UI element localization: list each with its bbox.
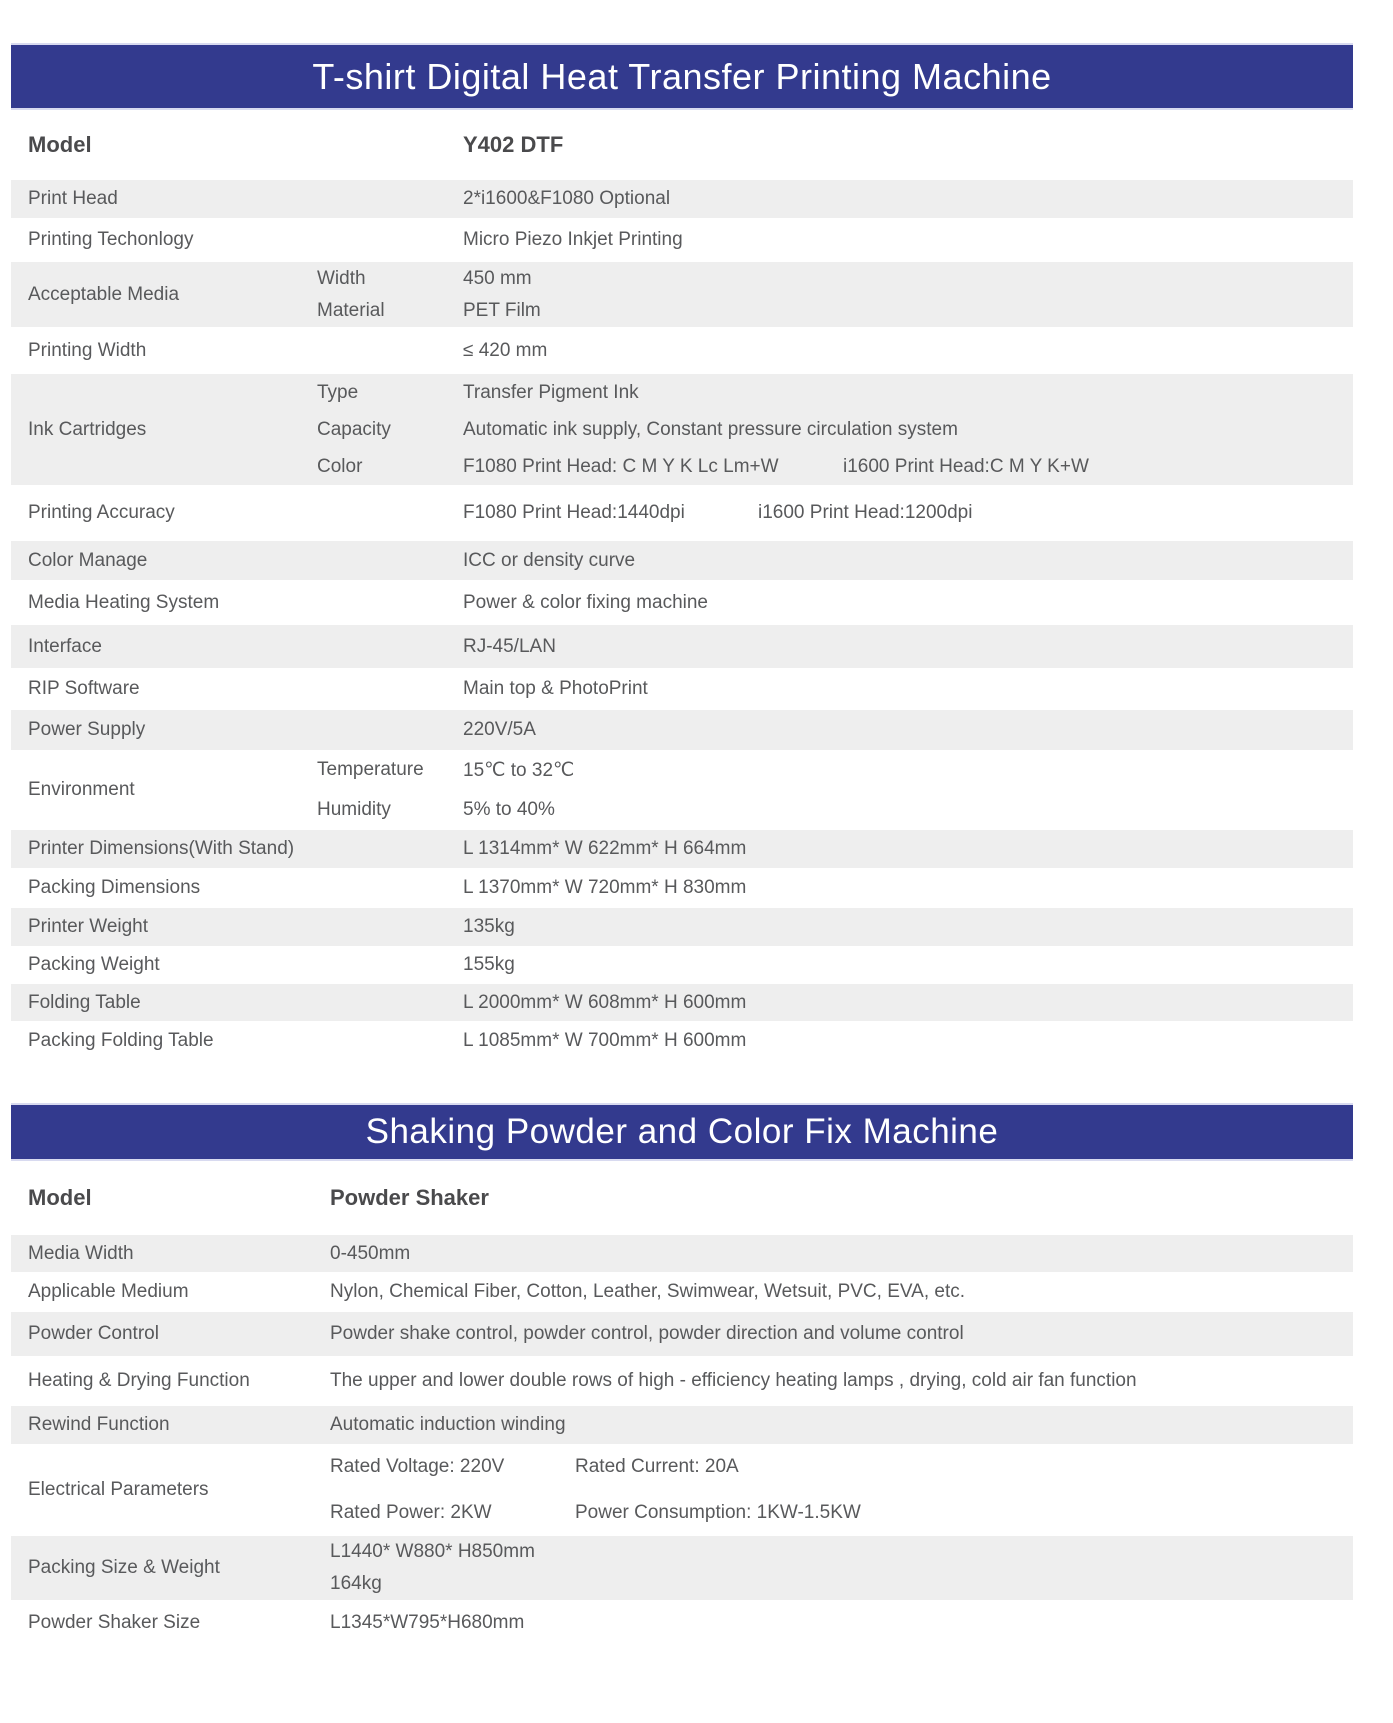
- spec-label: Environment: [28, 779, 135, 800]
- spec-subrow: [317, 295, 1353, 327]
- spec-row-ink-cartridges: [11, 374, 1353, 485]
- spec-value: Rated Voltage: 220V: [330, 1456, 505, 1477]
- spec-label: Ink Cartridges: [28, 418, 147, 440]
- spec-value: L 1085mm* W 700mm* H 600mm: [463, 1029, 747, 1051]
- spec-value: 15℃ to 32℃: [463, 759, 575, 781]
- spec-value: Power Consumption: 1KW-1.5KW: [575, 1502, 861, 1523]
- model-label: Model: [28, 1185, 92, 1210]
- spec-row-media-heating: [11, 580, 1353, 625]
- spec-row-printing-technology: [11, 218, 1353, 262]
- spec-label: Packing Weight: [28, 954, 160, 975]
- spec-row-applicable-medium: [11, 1272, 1353, 1312]
- printer-model-row: [11, 110, 1353, 180]
- model-label: Model: [28, 132, 92, 157]
- spec-value: L1345*W795*H680mm: [330, 1611, 525, 1633]
- spec-value: 164kg: [330, 1573, 382, 1594]
- spec-value: L 1370mm* W 720mm* H 830mm: [463, 877, 747, 898]
- spec-value: Nylon, Chemical Fiber, Cotton, Leather, Swimwear, Wetsuit, PVC, EVA, etc.: [330, 1281, 965, 1302]
- spec-value: F1080 Print Head: C M Y K Lc Lm+W: [463, 455, 779, 477]
- spec-label: Printing Accuracy: [28, 502, 175, 523]
- spec-row-printer-dimensions: [11, 830, 1353, 868]
- spec-value: 155kg: [463, 954, 515, 975]
- shaker-section-title: Shaking Powder and Color Fix Machine: [365, 1112, 999, 1151]
- spec-value: 2*i1600&F1080 Optional: [463, 188, 671, 209]
- spec-value: Automatic induction winding: [330, 1414, 566, 1435]
- spec-row-powder-control: [11, 1312, 1353, 1356]
- spec-value: Powder shake control, powder control, powder direction and volume control: [330, 1323, 964, 1344]
- spec-row-packing-weight: [11, 946, 1353, 984]
- spec-subrow: [317, 262, 1353, 295]
- spec-row-heating-drying: [11, 1356, 1353, 1406]
- spec-label: Color Manage: [28, 549, 148, 571]
- spec-label: Electrical Parameters: [28, 1479, 209, 1500]
- spec-subrow: [317, 374, 1353, 411]
- model-value: Y402 DTF: [463, 132, 564, 157]
- spec-subrow: [317, 411, 1353, 448]
- spec-label: Print Head: [28, 188, 118, 209]
- spec-label: Printer Weight: [28, 916, 149, 937]
- spec-value: The upper and lower double rows of high - efficiency heating lamps , drying, cold air fan function: [330, 1370, 1137, 1391]
- spec-label: Powder Shaker Size: [28, 1611, 201, 1633]
- spec-value: Micro Piezo Inkjet Printing: [463, 229, 683, 250]
- shaker-section-banner: [11, 1103, 1353, 1161]
- spec-value: L 2000mm* W 608mm* H 600mm: [463, 991, 747, 1013]
- spec-value: Power & color fixing machine: [463, 591, 708, 613]
- spec-row-print-head: [11, 180, 1353, 218]
- spec-subkey: Humidity: [317, 799, 391, 820]
- spec-subkey: Capacity: [317, 418, 391, 440]
- model-value: Powder Shaker: [330, 1185, 489, 1210]
- spec-value: 135kg: [463, 916, 515, 937]
- spec-subkey: Material: [317, 300, 385, 321]
- spec-label: Folding Table: [28, 991, 141, 1013]
- spec-row-rip-software: [11, 668, 1353, 710]
- spec-label: Packing Size & Weight: [28, 1557, 220, 1578]
- spec-row-environment: [11, 750, 1353, 830]
- spec-subkey: Temperature: [317, 759, 424, 780]
- spec-value: Transfer Pigment Ink: [463, 381, 639, 403]
- shaker-spec-table: [11, 1161, 1353, 1645]
- spec-row-printing-width: [11, 327, 1353, 374]
- spec-label: Printer Dimensions(With Stand): [28, 838, 295, 859]
- spec-label: Printing Width: [28, 339, 147, 361]
- spec-value: L1440* W880* H850mm: [330, 1541, 535, 1562]
- spec-value: PET Film: [463, 300, 541, 321]
- spec-row-printer-weight: [11, 908, 1353, 946]
- spec-subrow: [317, 750, 1353, 790]
- spec-row-interface: [11, 625, 1353, 668]
- spec-subrow: [317, 790, 1353, 830]
- printer-section-banner: [11, 43, 1353, 110]
- spec-subrows: [317, 374, 1353, 485]
- spec-label: Interface: [28, 635, 102, 657]
- spec-value: ICC or density curve: [463, 549, 636, 571]
- spec-label: Rewind Function: [28, 1414, 170, 1435]
- spec-row-printing-accuracy: [11, 485, 1353, 541]
- spec-value: F1080 Print Head:1440dpi: [463, 502, 685, 523]
- spec-value: RJ-45/LAN: [463, 635, 556, 657]
- spec-row-packing-size-weight: [11, 1536, 1353, 1600]
- spec-label: Printing Techonlogy: [28, 229, 194, 250]
- spec-label: Applicable Medium: [28, 1281, 189, 1302]
- spec-row-electrical-parameters: [11, 1444, 1353, 1536]
- spec-subrow: [330, 1444, 1353, 1490]
- spec-label: Power Supply: [28, 719, 146, 740]
- spec-subrows: [330, 1444, 1353, 1536]
- spec-label: Packing Folding Table: [28, 1029, 214, 1051]
- spec-subkey: Type: [317, 381, 359, 403]
- spec-value: 0-450mm: [330, 1242, 411, 1264]
- spec-value: 220V/5A: [463, 719, 536, 740]
- spec-label: Powder Control: [28, 1323, 159, 1344]
- spec-row-packing-dimensions: [11, 868, 1353, 908]
- spec-subrow: [330, 1536, 1353, 1568]
- spec-value: i1600 Print Head:C M Y K+W: [843, 455, 1089, 477]
- spec-subrow: [330, 1568, 1353, 1600]
- spec-label: RIP Software: [28, 678, 140, 699]
- spec-value: 450 mm: [463, 267, 532, 289]
- spec-row-folding-table: [11, 984, 1353, 1021]
- shaker-model-row: [11, 1161, 1353, 1235]
- spec-row-rewind-function: [11, 1406, 1353, 1444]
- spec-row-acceptable-media: [11, 262, 1353, 327]
- spec-row-color-manage: [11, 541, 1353, 580]
- spec-value: i1600 Print Head:1200dpi: [758, 502, 973, 523]
- printer-section-title: T-shirt Digital Heat Transfer Printing Machine: [312, 55, 1052, 97]
- spec-label: Packing Dimensions: [28, 877, 201, 898]
- spec-row-power-supply: [11, 710, 1353, 750]
- spec-row-media-width: [11, 1235, 1353, 1272]
- spec-subrows: [317, 750, 1353, 830]
- spec-label: Media Width: [28, 1242, 134, 1264]
- spec-label: Heating & Drying Function: [28, 1370, 250, 1391]
- spec-subkey: Width: [317, 267, 366, 289]
- spec-value: Rated Power: 2KW: [330, 1502, 492, 1523]
- printer-spec-table: [11, 110, 1353, 1060]
- spec-subkey: Color: [317, 455, 363, 477]
- spec-subrows: [330, 1536, 1353, 1600]
- spec-value: ≤ 420 mm: [463, 339, 548, 361]
- spec-value-pair: [463, 502, 1353, 524]
- spec-label: Media Heating System: [28, 591, 220, 613]
- spec-label: Acceptable Media: [28, 283, 180, 305]
- spec-subrow: [330, 1490, 1353, 1536]
- spec-value: L 1314mm* W 622mm* H 664mm: [463, 838, 747, 859]
- spec-value: Rated Current: 20A: [575, 1456, 739, 1477]
- spec-row-powder-shaker-size: [11, 1600, 1353, 1645]
- spec-value: 5% to 40%: [463, 799, 555, 820]
- spec-subrow: [317, 448, 1353, 485]
- spec-value: Main top & PhotoPrint: [463, 678, 648, 699]
- spec-row-packing-folding-table: [11, 1021, 1353, 1060]
- spec-value: Automatic ink supply, Constant pressure circulation system: [463, 418, 958, 440]
- spec-subrows: [317, 262, 1353, 327]
- spec-sheet: [11, 43, 1353, 1645]
- spec-value-pair: [463, 456, 1353, 478]
